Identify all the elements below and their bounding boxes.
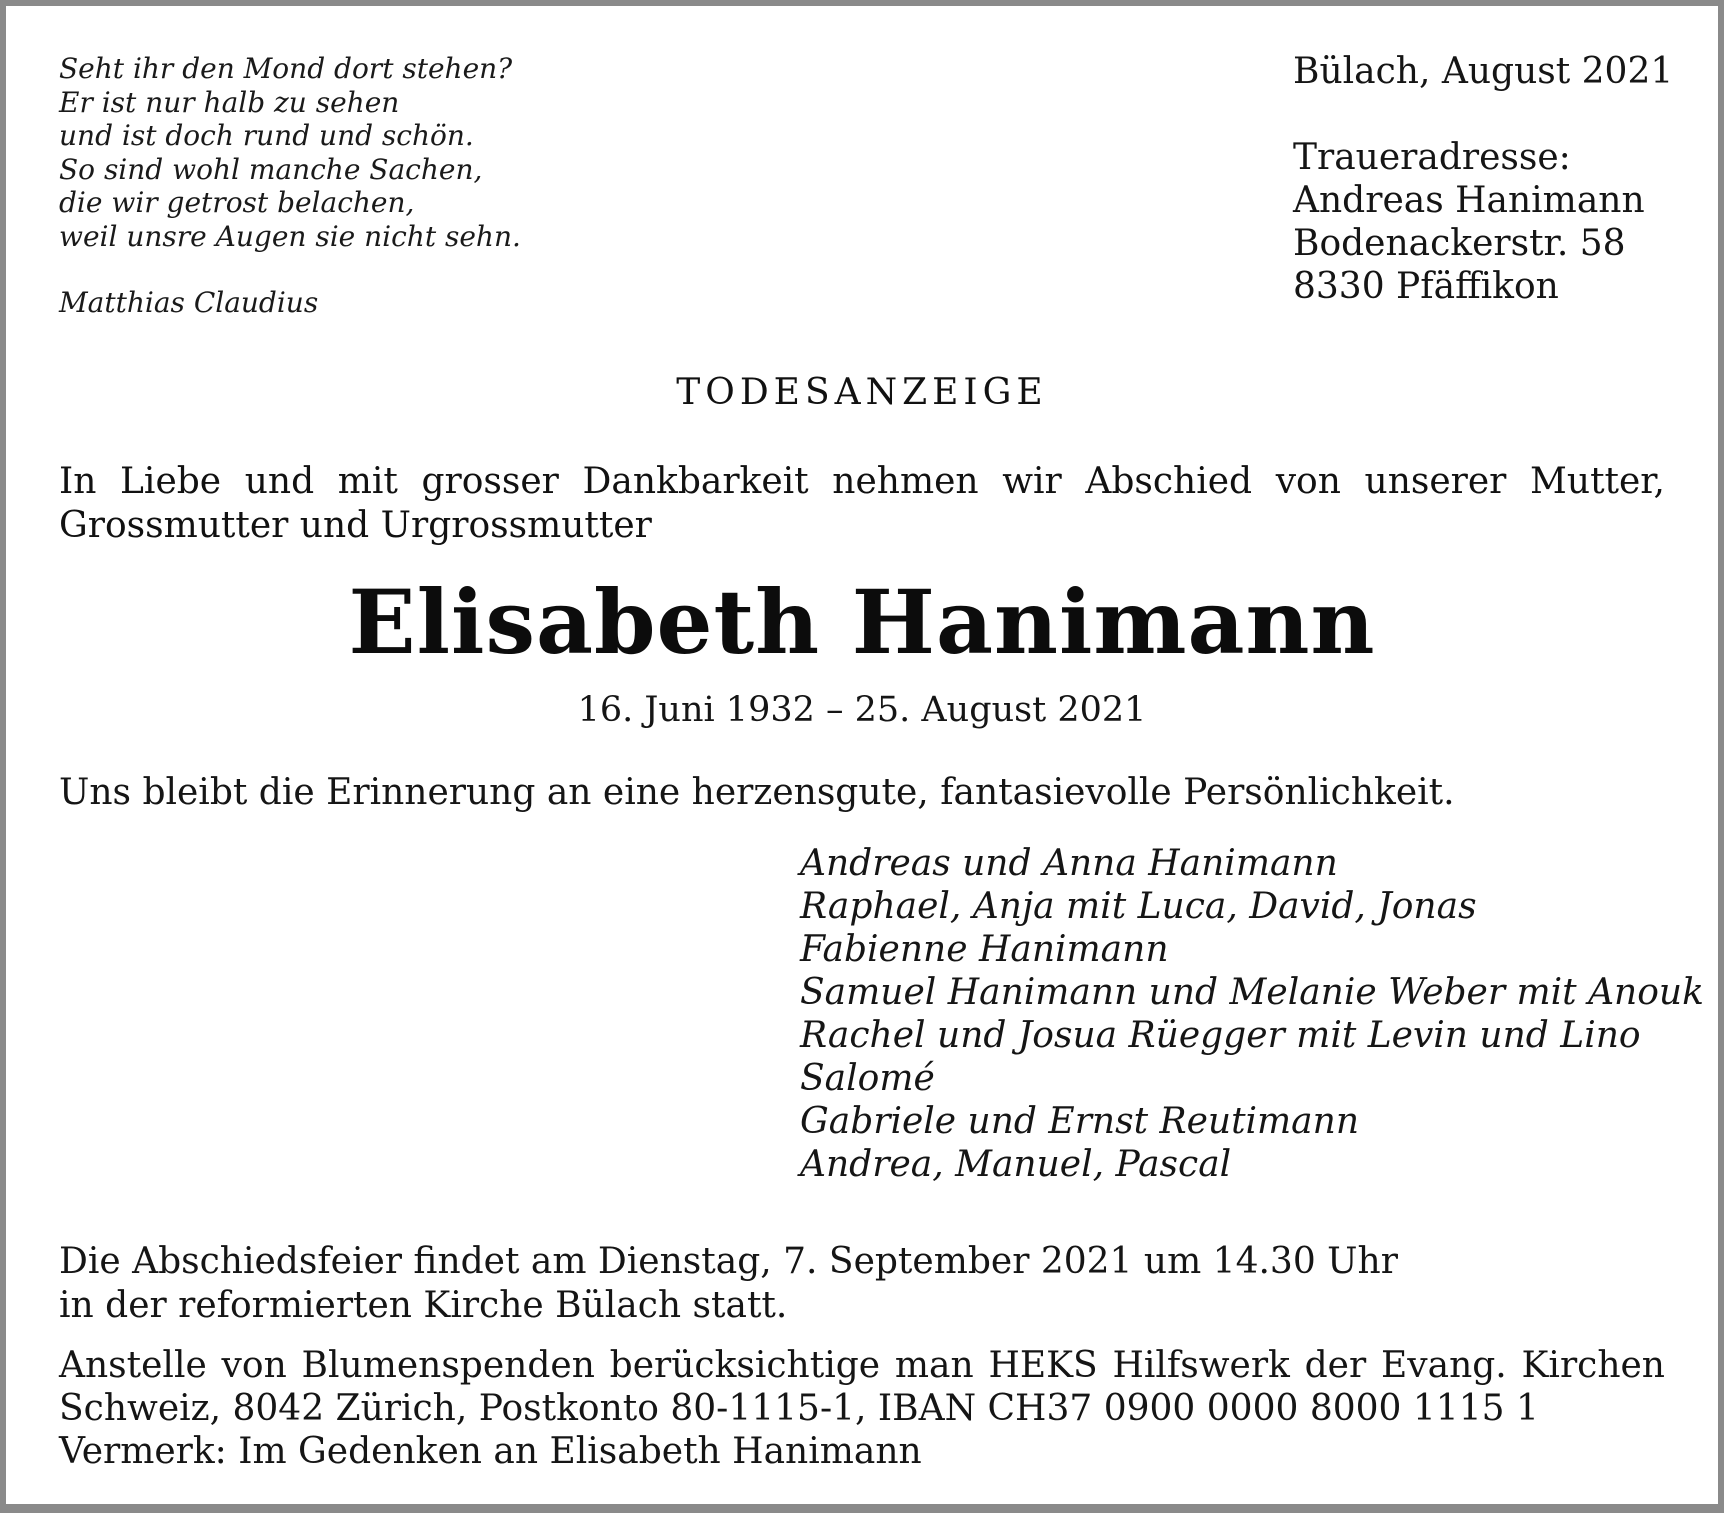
place-date: Bülach, August 2021 — [1293, 51, 1674, 92]
family-member: Salomé — [800, 1058, 935, 1099]
family-member: Gabriele und Ernst Reutimann — [800, 1101, 1360, 1142]
donation-line-1: Anstelle von Blumenspenden berücksichtige man HEKS Hilfswerk der Evang. Kirchen — [59, 1345, 1665, 1386]
address-street: Bodenackerstr. 58 — [1293, 223, 1626, 264]
address-label: Traueradresse: — [1293, 137, 1571, 178]
intro-line-1: In Liebe und mit grosser Dankbarkeit nehmen wir Abschied von unserer Mutter, — [59, 461, 1665, 502]
poem-line: die wir getrost belachen, — [59, 186, 415, 219]
poem-block — [59, 52, 521, 320]
family-member: Fabienne Hanimann — [800, 929, 1169, 970]
poem-line: So sind wohl manche Sachen, — [59, 152, 483, 186]
family-member: Andrea, Manuel, Pascal — [800, 1144, 1232, 1185]
life-dates: 16. Juni 1932 – 25. August 2021 — [577, 690, 1147, 730]
memory-text: Uns bleibt die Erinnerung an eine herzensgute, fantasievolle Persönlichkeit. — [59, 772, 1455, 813]
family-member: Rachel und Josua Rüegger mit Levin und Lino — [800, 1015, 1641, 1056]
family-member: Andreas und Anna Hanimann — [800, 843, 1338, 884]
family-member: Raphael, Anja mit Luca, David, Jonas — [800, 886, 1477, 927]
ceremony-line-1: Die Abschiedsfeier findet am Dienstag, 7. September 2021 um 14.30 Uhr — [59, 1241, 1398, 1282]
ceremony-info — [59, 1240, 1398, 1328]
donation-line-2: Schweiz, 8042 Zürich, Postkonto 80-1115-1, IBAN CH37 0900 0000 8000 1115 1 — [59, 1388, 1539, 1429]
poem-author: Matthias Claudius — [59, 286, 319, 319]
address-name: Andreas Hanimann — [1293, 180, 1645, 221]
family-member: Samuel Hanimann und Melanie Weber mit Anouk — [800, 972, 1704, 1013]
notice-heading: TODESANZEIGE — [676, 372, 1048, 413]
poem-line: weil unsre Augen sie nicht sehn. — [59, 219, 521, 253]
address-city: 8330 Pfäffikon — [1293, 266, 1559, 307]
poem-line: Er ist nur halb zu sehen — [59, 85, 400, 119]
poem-line: Seht ihr den Mond dort stehen? — [59, 52, 513, 85]
ceremony-line-2: in der reformierten Kirche Bülach statt. — [59, 1285, 788, 1326]
donation-info — [59, 1344, 1665, 1473]
intro-text — [59, 460, 1665, 548]
donation-line-3: Vermerk: Im Gedenken an Elisabeth Hanimann — [59, 1431, 922, 1472]
place-and-address — [1293, 50, 1673, 308]
intro-line-2: Grossmutter und Urgrossmutter — [59, 505, 652, 546]
deceased-name: Elisabeth Hanimann — [348, 570, 1376, 674]
poem-line: und ist doch rund und schön. — [59, 119, 474, 152]
family-list — [800, 842, 1704, 1186]
